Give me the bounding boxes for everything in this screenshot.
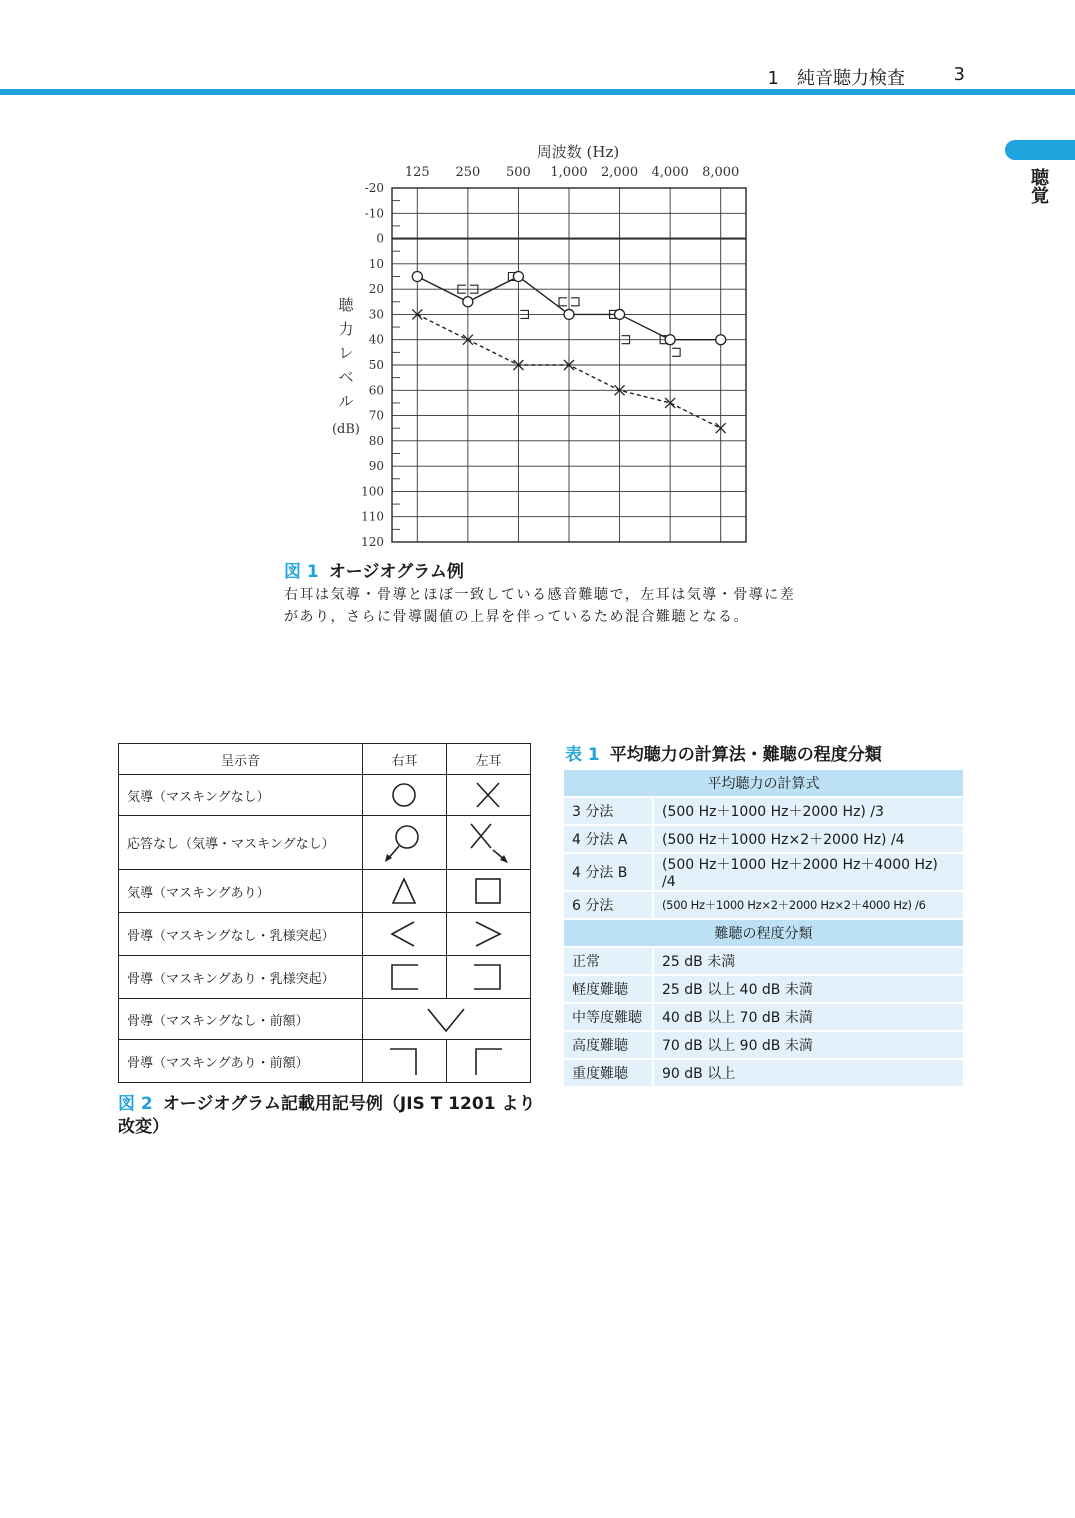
method-name: 4 分法 A <box>564 826 652 852</box>
symbol-table-header <box>119 744 531 775</box>
header-left-ear: 左耳 <box>446 744 530 775</box>
row-desc: 気導（マスキングあり） <box>119 870 363 913</box>
table-row <box>564 854 963 890</box>
method-name: 4 分法 B <box>564 854 652 890</box>
x-tick-label: 8,000 <box>702 165 740 180</box>
table-row <box>564 826 963 852</box>
grade-name: 正常 <box>564 948 652 974</box>
x-tick-label: 500 <box>506 165 531 180</box>
less-than-symbol <box>362 913 446 956</box>
grade-range: 90 dB 以上 <box>652 1060 963 1086</box>
table-row <box>119 775 531 816</box>
circle-arrow-symbol <box>362 816 446 870</box>
y-tick-label: 120 <box>361 535 384 549</box>
circle-marker <box>412 272 422 282</box>
right-bracket-symbol <box>446 956 530 999</box>
left-bracket-symbol <box>362 956 446 999</box>
method-name: 6 分法 <box>564 892 652 918</box>
side-tab-label: 聴覚 <box>1031 168 1049 207</box>
table-row <box>119 999 531 1040</box>
row-desc: 応答なし（気導・マスキングなし） <box>119 816 363 870</box>
row-desc: 気導（マスキングなし） <box>119 775 363 816</box>
row-desc: 骨導（マスキングなし・乳様突起） <box>119 913 363 956</box>
header-rule <box>0 89 1075 95</box>
side-tab-marker <box>1005 140 1075 160</box>
y-tick-label: 30 <box>368 307 384 322</box>
y-tick-label: 110 <box>361 509 384 524</box>
y-tick-label: 80 <box>368 433 384 448</box>
section-header: 平均聴力の計算式 <box>564 770 963 796</box>
table1-caption <box>565 740 882 765</box>
y-tick-label: -20 <box>364 181 384 195</box>
y-tick-label: 100 <box>361 484 384 499</box>
square-symbol <box>446 870 530 913</box>
grade-range: 25 dB 未満 <box>652 948 963 974</box>
greater-than-symbol <box>446 913 530 956</box>
page-number: 3 <box>953 64 965 85</box>
y-tick-label: 90 <box>368 459 384 474</box>
audiogram-chart <box>320 130 760 550</box>
y-tick-label: 60 <box>368 383 384 398</box>
row-desc: 骨導（マスキングあり・乳様突起） <box>119 956 363 999</box>
chart-title: 周波数 (Hz) <box>536 143 620 161</box>
right-bracket-marker <box>571 298 579 306</box>
table-row <box>564 976 963 1002</box>
table-row <box>564 798 963 824</box>
table-row <box>564 892 963 918</box>
header-right-ear: 右耳 <box>362 744 446 775</box>
y-axis-label-char: ル <box>338 392 354 410</box>
grade-range: 70 dB 以上 90 dB 未満 <box>652 1032 963 1058</box>
y-tick-label: 10 <box>368 256 384 271</box>
grade-name: 高度難聴 <box>564 1032 652 1058</box>
circle-marker <box>716 335 726 345</box>
table1-label: 表 1 <box>565 745 600 765</box>
method-formula: (500 Hz＋1000 Hz＋2000 Hz) /3 <box>652 798 963 824</box>
y-axis-label-char: レ <box>338 344 354 362</box>
y-axis-label-char: ベ <box>338 368 354 386</box>
circle-marker <box>564 309 574 319</box>
cross-symbol <box>446 775 530 816</box>
figure1-label: 図 1 <box>284 562 319 582</box>
table-row <box>564 1060 963 1086</box>
symbol-table <box>118 743 531 1083</box>
y-tick-label: 0 <box>376 231 384 246</box>
x-tick-label: 4,000 <box>651 165 689 180</box>
row-desc: 骨導（マスキングなし・前額） <box>119 999 363 1040</box>
left-bracket-marker <box>559 298 567 306</box>
page-header <box>0 0 1075 96</box>
y-tick-label: 20 <box>368 282 384 297</box>
figure2-label: 図 2 <box>118 1094 153 1114</box>
right-bracket-marker <box>672 348 680 356</box>
triangle-symbol <box>362 870 446 913</box>
table1-title: 平均聴力の計算法・難聴の程度分類 <box>609 745 882 765</box>
x-tick-label: 250 <box>455 165 481 180</box>
method-formula: (500 Hz＋1000 Hz×2＋2000 Hz×2＋4000 Hz) /6 <box>652 892 963 918</box>
v-shape-symbol <box>362 999 530 1040</box>
y-tick-label: 70 <box>368 408 384 423</box>
figure1-title: オージオグラム例 <box>328 562 464 582</box>
y-tick-label: -10 <box>364 206 384 221</box>
method-name: 3 分法 <box>564 798 652 824</box>
x-tick-label: 2,000 <box>600 165 639 180</box>
method-formula: (500 Hz＋1000 Hz×2＋2000 Hz) /4 <box>652 826 963 852</box>
hearing-average-table <box>564 768 963 1088</box>
row-desc: 骨導（マスキングあり・前額） <box>119 1040 363 1083</box>
top-right-corner-symbol <box>362 1040 446 1083</box>
section-header-row <box>564 770 963 796</box>
figure2-title: オージオグラム記載用記号例（JIS T 1201 より改変） <box>118 1094 536 1137</box>
y-axis-label-char: 聴 <box>338 296 354 314</box>
table-row <box>564 948 963 974</box>
figure1-caption-body: 右耳は気導・骨導とほぼ一致している感音難聴で，左耳は気導・骨導に差があり，さらに骨導閾値の上昇を伴っているため混合難聴となる。 <box>284 587 796 625</box>
y-axis-unit: (dB) <box>331 422 361 437</box>
circle-symbol <box>362 775 446 816</box>
section-header: 難聴の程度分類 <box>564 920 963 946</box>
grade-range: 40 dB 以上 70 dB 未満 <box>652 1004 963 1030</box>
grade-name: 中等度難聴 <box>564 1004 652 1030</box>
top-left-corner-symbol <box>446 1040 530 1083</box>
table-row <box>119 870 531 913</box>
chapter-title: 1 純音聴力検査 <box>767 68 905 89</box>
section-header-row <box>564 920 963 946</box>
method-formula: (500 Hz＋1000 Hz＋2000 Hz＋4000 Hz) /4 <box>652 854 963 890</box>
y-axis-label-char: 力 <box>338 320 354 338</box>
table-row <box>119 1040 531 1083</box>
circle-marker <box>463 297 473 307</box>
table-row <box>119 816 531 870</box>
grade-name: 重度難聴 <box>564 1060 652 1086</box>
figure1-caption-title <box>284 557 464 582</box>
grade-name: 軽度難聴 <box>564 976 652 1002</box>
y-tick-label: 50 <box>368 358 384 372</box>
cross-arrow-symbol <box>446 816 530 870</box>
grade-range: 25 dB 以上 40 dB 未満 <box>652 976 963 1002</box>
table-row <box>119 956 531 999</box>
header-stimulus: 呈示音 <box>119 744 363 775</box>
table-row <box>564 1032 963 1058</box>
x-tick-label: 125 <box>404 165 430 180</box>
y-tick-label: 40 <box>368 332 384 347</box>
figure2-caption <box>118 1093 538 1139</box>
table-row <box>119 913 531 956</box>
table-row <box>564 1004 963 1030</box>
x-tick-label: 1,000 <box>550 165 588 180</box>
